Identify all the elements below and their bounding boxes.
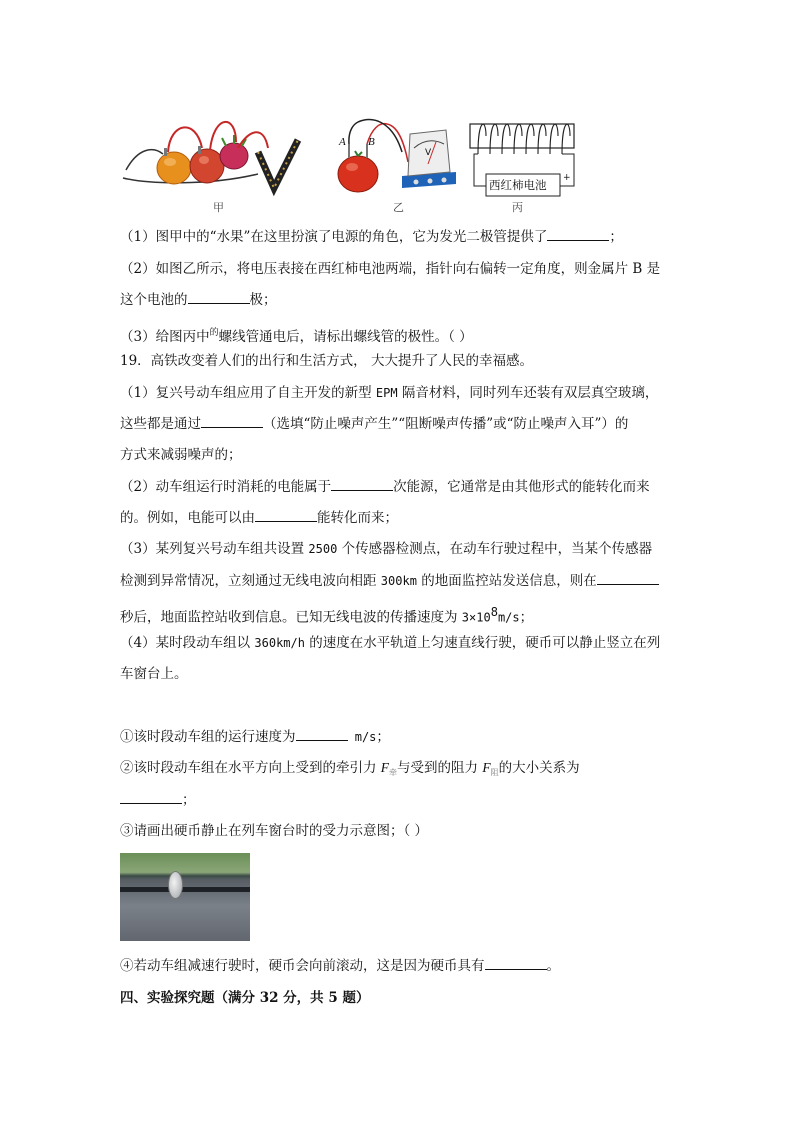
- q19-sub3: ③请画出硬币静止在列车窗台时的受力示意图；（ ）: [120, 823, 429, 839]
- electrode-a-label: A: [339, 136, 346, 148]
- coin-on-windowsill-photo: [120, 853, 250, 941]
- answer-blank-q19-c4[interactable]: [485, 956, 547, 970]
- q19-part1-line3: 方式来减弱噪声的；: [120, 447, 242, 463]
- answer-blank-q18-2[interactable]: [188, 290, 250, 304]
- figure-jia-fruit-battery: [118, 108, 318, 198]
- coin-icon: [168, 871, 183, 899]
- electrode-b-label: B: [368, 136, 375, 148]
- q19-sub2-answer: ；: [120, 790, 196, 810]
- tomato-voltmeter-illustration: [332, 112, 460, 200]
- q19-part3-line3: 秒后，地面监控站收到信息。已知无线电波的传播速度为 $3\times 10^8m/s$；: [120, 605, 534, 626]
- q19-part4-line2: 车窗台上。: [120, 666, 188, 682]
- q19-sub2: ②该时段动车组在水平方向上受到的牵引力 $F_牵$与受到的阻力 $F_阻$的大小关系为: [120, 760, 580, 777]
- q19-part1-line1: （1）复兴号动车组应用了自主开发的新型 EPM 隔音材料，同时列车还装有双层真空玻璃，: [120, 385, 659, 401]
- answer-blank-q18-1[interactable]: [547, 227, 609, 241]
- q19-sub4: ④若动车组减速行驶时，硬币会向前滚动，这是因为硬币具有 。: [120, 958, 560, 974]
- q19-part3-line2: 检测到异常情况，立刻通过无线电波向相距 300km 的地面监控站发送信息，则在: [120, 571, 659, 591]
- q19-part2-line1: （2）动车组运行时消耗的电能属于 次能源，它通常是由其他形式的能转化而来: [120, 479, 650, 495]
- section-heading-experiments: 四、实验探究题（满分 32 分，共 5 题）: [120, 990, 370, 1006]
- q19-part3-line1: （3）某列复兴号动车组共设置 2500 个传感器检测点，在动车行驶过程中，当某个传感器: [120, 541, 653, 557]
- answer-blank-q19-2a[interactable]: [331, 477, 393, 491]
- q18-part3: （3）给图丙中$^的$螺线管通电后，请标出螺线管的极性。（ ）: [120, 328, 473, 345]
- q19-part4-line1: （4）某时段动车组以 360km/h 的速度在水平轨道上匀速直线行驶，硬币可以静止竖立在列: [120, 635, 661, 651]
- figure-jia-caption: 甲: [213, 201, 224, 214]
- window-ledge-edge: [120, 887, 250, 892]
- figure-bing-solenoid: [464, 116, 582, 198]
- answer-blank-q19-2b[interactable]: [255, 508, 317, 522]
- answer-blank-q19-c2[interactable]: [120, 790, 182, 804]
- q18-part2-line1: （2）如图乙所示，将电压表接在西红柿电池两端，指针向右偏转一定角度，则金属片 B 是: [120, 261, 661, 277]
- answer-blank-q19-1[interactable]: [201, 414, 263, 428]
- answer-blank-q19-c1[interactable]: [296, 727, 348, 741]
- battery-plus-sign: +: [563, 173, 571, 183]
- q19-part1-line2: 这些都是通过 （选填“防止噪声产生”“阻断噪声传播”或“防止噪声入耳”）的: [120, 416, 629, 432]
- figure-yi-voltmeter: [332, 112, 460, 200]
- figure-yi-caption: 乙: [393, 201, 404, 214]
- figure-bing-caption: 丙: [512, 201, 523, 214]
- q18-part2-line2: 这个电池的 极；: [120, 292, 277, 308]
- answer-blank-q19-3[interactable]: [597, 571, 659, 585]
- q19-part2-line2: 的。例如，电能可以由 能转化而来；: [120, 510, 398, 526]
- q19-intro: 19．高铁改变着人们的出行和生活方式， 大大提升了人民的幸福感。: [120, 353, 533, 369]
- q19-sub1: ①该时段动车组的运行速度为 m/s；: [120, 729, 390, 745]
- voltmeter-symbol: V: [425, 148, 432, 158]
- q18-part1: （1）图甲中的“水果”在这里扮演了电源的角色，它为发光二极管提供了 ；: [120, 229, 623, 245]
- battery-label: 西红柿电池: [489, 178, 547, 192]
- fruit-battery-illustration: [118, 108, 318, 198]
